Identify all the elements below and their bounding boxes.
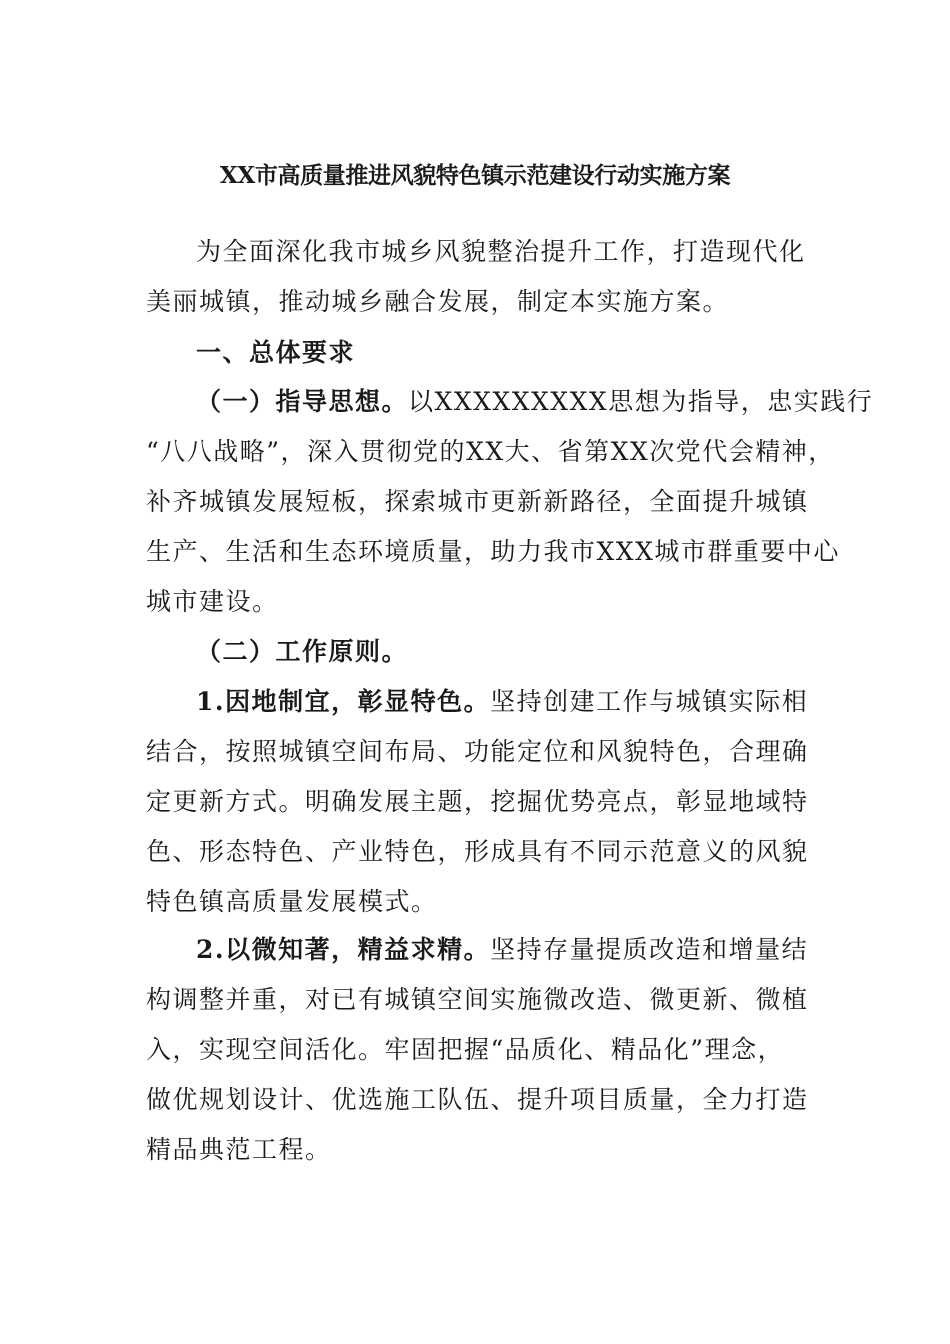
principle-1-line-3: 定更新方式。明确发展主题，挖掘优势亮点，彰显地域特 xyxy=(146,787,809,816)
guiding-line-1-text: 以XXXXXXXXX思想为指导，忠实践行 xyxy=(408,387,874,416)
section-heading: 一、总体要求 xyxy=(196,338,356,367)
principle-2-line-3: 入，实现空间活化。牢固把握“品质化、精品化”理念， xyxy=(146,1035,785,1064)
guiding-line-3: 补齐城镇发展短板，探索城市更新新路径，全面提升城镇 xyxy=(146,487,809,516)
principle-2-line-2: 构调整并重，对已有城镇空间实施微改造、微更新、微植 xyxy=(146,985,809,1014)
principle-1-line-1-text: 坚持创建工作与城镇实际相 xyxy=(490,687,809,716)
intro-line-1: 为全面深化我市城乡风貌整治提升工作，打造现代化 xyxy=(196,237,806,266)
principle-1-line-2: 结合，按照城镇空间布局、功能定位和风貌特色，合理确 xyxy=(146,737,809,766)
guiding-line-1 xyxy=(196,384,873,420)
document-title: XX市高质量推进风貌特色镇示范建设行动实施方案 xyxy=(219,162,731,189)
principle-2-line-1-text: 坚持存量提质改造和增量结 xyxy=(490,935,809,964)
principle-1-line-4: 色、形态特色、产业特色，形成具有不同示范意义的风貌 xyxy=(146,837,809,866)
guiding-line-4: 生产、生活和生态环境质量，助力我市XXX城市群重要中心 xyxy=(146,537,840,566)
principle-1-label: 1.因地制宜，彰显特色。 xyxy=(196,687,491,716)
principles-heading: （二）工作原则。 xyxy=(196,637,409,666)
principle-1-line-5: 特色镇高质量发展模式。 xyxy=(146,887,438,916)
guiding-line-5: 城市建设。 xyxy=(146,587,279,616)
principle-1-line-1 xyxy=(196,684,808,720)
guiding-label: （一）指导思想。 xyxy=(196,387,409,416)
principle-2-line-4: 做优规划设计、优选施工队伍、提升项目质量，全力打造 xyxy=(146,1085,809,1114)
principle-2-line-5: 精品典范工程。 xyxy=(146,1135,332,1164)
guiding-line-2: “八八战略”，深入贯彻党的XX大、省第XX次党代会精神， xyxy=(146,437,835,466)
principle-2-line-1 xyxy=(196,932,808,968)
principle-2-label: 2.以微知著，精益求精。 xyxy=(196,935,491,964)
intro-line-2: 美丽城镇，推动城乡融合发展，制定本实施方案。 xyxy=(146,287,730,316)
